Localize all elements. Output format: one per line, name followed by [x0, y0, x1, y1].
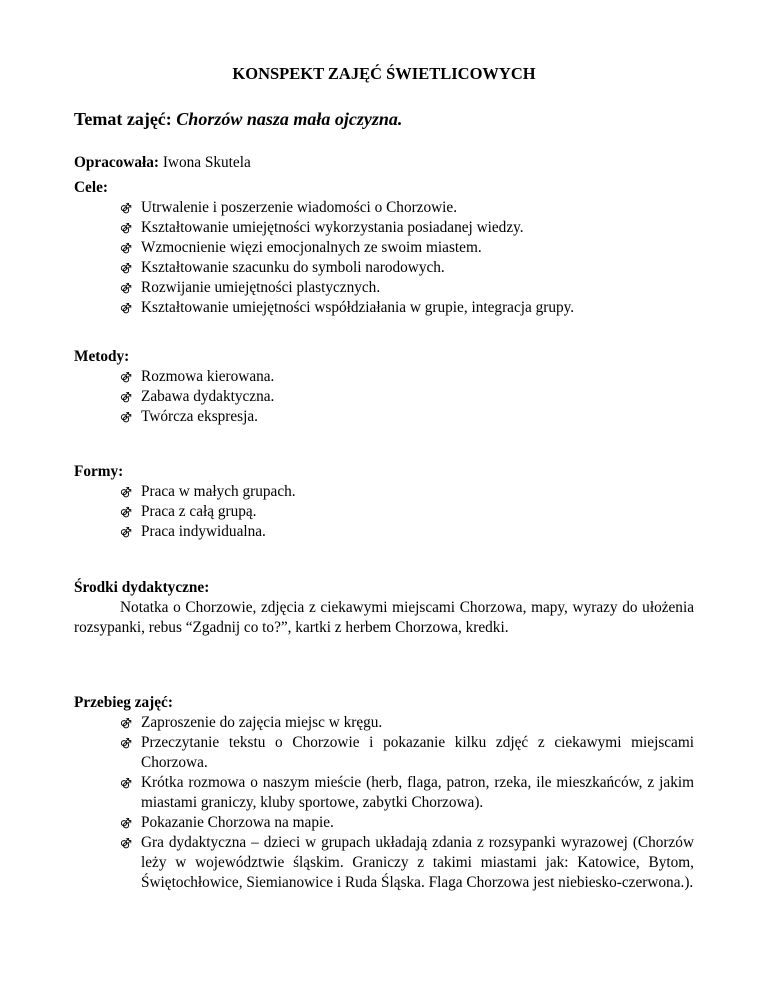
srodki-heading: Środki dydaktyczne:	[74, 579, 210, 596]
list-item: ⚣ Wzmocnienie więzi emocjonalnych ze swoim miastem.	[120, 239, 482, 256]
cele-heading: Cele:	[74, 179, 108, 196]
bullet-icon: ⚣	[120, 261, 132, 274]
list-item: ⚣ Praca indywidualna.	[120, 523, 266, 540]
list-item: ⚣ Gra dydaktyczna – dzieci w grupach układają zdania z rozsypanki wyrazowej (Chorzów leży w województwie śląskim. Graniczy z takimi miastami jak: Katowice, Bytom, Świętochłowice, Siemianowice i Ruda Śląska. Flaga Chorzowa jest niebiesko-czerwona.).	[120, 834, 694, 891]
formy-list	[0, 482, 694, 542]
topic-label: Temat zajęć:	[74, 109, 172, 129]
bullet-icon: ⚣	[120, 776, 132, 789]
list-item: ⚣ Rozmowa kierowana.	[120, 368, 275, 385]
bullet-icon: ⚣	[120, 525, 132, 538]
przebieg-list	[0, 713, 694, 893]
bullet-icon: ⚣	[120, 301, 132, 314]
bullet-icon: ⚣	[120, 736, 132, 749]
metody-heading: Metody:	[74, 348, 130, 365]
list-item: ⚣ Kształtowanie szacunku do symboli narodowych.	[120, 259, 445, 276]
bullet-icon: ⚣	[120, 816, 132, 829]
list-item: ⚣ Pokazanie Chorzowa na mapie.	[120, 814, 334, 831]
author-label: Opracowała:	[74, 154, 159, 171]
document-title: KONSPEKT ZAJĘĆ ŚWIETLICOWYCH	[232, 64, 536, 83]
metody-list	[0, 367, 694, 427]
author-line	[74, 153, 251, 173]
bullet-icon: ⚣	[120, 485, 132, 498]
bullet-icon: ⚣	[120, 836, 132, 849]
list-item: ⚣ Kształtowanie umiejętności współdziałania w grupie, integracja grupy.	[120, 299, 575, 316]
srodki-paragraph: Notatka o Chorzowie, zdjęcia z ciekawymi miejscami Chorzowa, mapy, wyrazy do ułożenia rozsypanki, rebus “Zgadnij co to?”, kartki z herbem Chorzowa, kredki.	[74, 599, 694, 636]
przebieg-heading: Przebieg zajęć:	[74, 694, 173, 711]
bullet-icon: ⚣	[120, 390, 132, 403]
list-item: ⚣ Praca z całą grupą.	[120, 503, 257, 520]
list-item: ⚣ Rozwijanie umiejętności plastycznych.	[120, 279, 381, 296]
list-item: ⚣ Zabawa dydaktyczna.	[120, 388, 275, 405]
list-item: ⚣ Praca w małych grupach.	[120, 483, 296, 500]
formy-heading: Formy:	[74, 463, 124, 480]
bullet-icon: ⚣	[120, 505, 132, 518]
bullet-icon: ⚣	[120, 370, 132, 383]
bullet-icon: ⚣	[120, 221, 132, 234]
bullet-icon: ⚣	[120, 716, 132, 729]
cele-list	[0, 198, 694, 318]
list-item: ⚣ Zaproszenie do zajęcia miejsc w kręgu.	[120, 714, 383, 731]
bullet-icon: ⚣	[120, 201, 132, 214]
bullet-icon: ⚣	[120, 410, 132, 423]
list-item: ⚣ Przeczytanie tekstu o Chorzowie i pokazanie kilku zdjęć z ciekawymi miejscami Chorzowa.	[120, 734, 694, 771]
list-item: ⚣ Twórcza ekspresja.	[120, 408, 258, 425]
topic-value: Chorzów nasza mała ojczyzna.	[176, 109, 403, 129]
list-item: ⚣ Kształtowanie umiejętności wykorzystania posiadanej wiedzy.	[120, 219, 524, 236]
list-item: ⚣ Krótka rozmowa o naszym mieście (herb, flaga, patron, rzeka, ile mieszkańców, z jakim miastami graniczy, kluby sportowe, zabytki Chorzowa).	[120, 774, 694, 811]
topic-line	[74, 109, 402, 129]
list-item: ⚣ Utrwalenie i poszerzenie wiadomości o Chorzowie.	[120, 199, 458, 216]
bullet-icon: ⚣	[120, 281, 132, 294]
author-value: Iwona Skutela	[162, 154, 251, 171]
bullet-icon: ⚣	[120, 241, 132, 254]
